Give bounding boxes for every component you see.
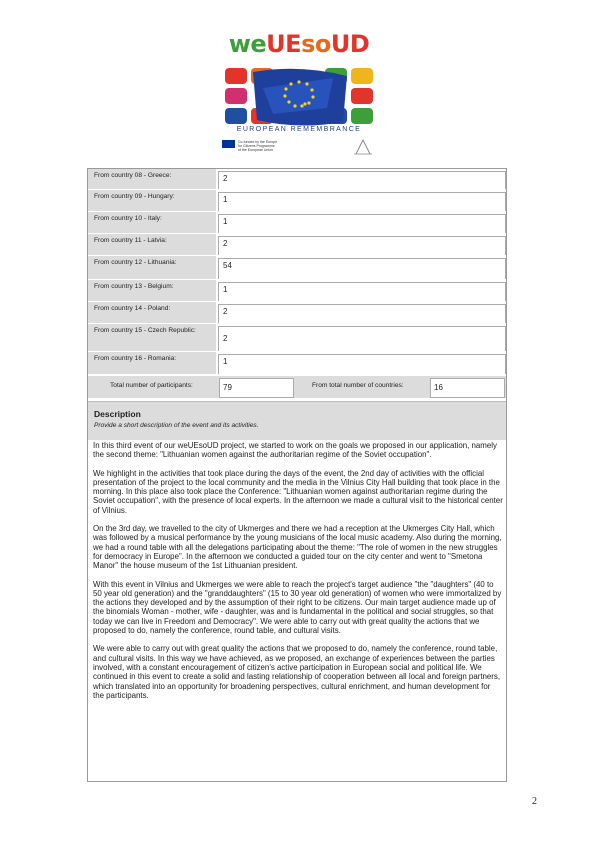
logo-wordmark <box>219 30 379 58</box>
country-label: From country 10 - Italy: <box>88 212 216 233</box>
country-value: 2 <box>218 171 506 189</box>
logo-part-so: so <box>301 30 331 58</box>
country-value: 1 <box>218 192 506 211</box>
country-label: From country 15 - Czech Republic: <box>88 324 216 351</box>
description-paragraph: We were able to carry out with great quality the actions that we proposed to do, namely the conference, round table, and cultural visits. In this way we have achieved, as we proposed, an exchange of experiences between the parties involved, with a constant encouragement of citizen's active participation in European social and political life. We continued in this event to create a solid and lasting relationship of cooperation between all local and foreign partners, which translated into an opportunity for broadening perspectives, cultural enrichment, and human development for the participants. <box>93 644 501 700</box>
total-countries-value: 16 <box>430 378 505 398</box>
country-label: From country 09 - Hungary: <box>88 190 216 211</box>
country-row <box>88 324 506 351</box>
country-row <box>88 280 506 301</box>
country-value: 2 <box>218 236 506 255</box>
description-title: Description <box>94 409 141 419</box>
country-row <box>88 352 506 374</box>
weuesoud-logo <box>219 30 379 133</box>
description-paragraph: In this third event of our weUEsoUD project, we started to work on the goals we proposed in our application, namely the second theme: "Lithuanian women against the authoritarian regime of the Soviet occupation". <box>93 441 497 460</box>
country-row <box>88 212 506 233</box>
report-form <box>87 168 507 782</box>
country-row <box>88 169 506 189</box>
description-paragraph: With this event in Vilnius and Ukmerges we were able to reach the project's target audience "the "daughters" (40 to 50 year old generation) and the "granddaughters" (15 to 30 year old generation) of women who were immortalized by the actions they developed and by the assumption of their right to be citizens. Our main target audience made up of the binomials Woman - mother, wife - daughter, was and is fundamental in the political and social struggles, so that today we can live in Freedom and Democracy". We were able to carry out with great quality the actions that we proposed to do, namely the conference, round table, and cultural visits. <box>93 579 502 636</box>
country-label: From country 14 - Poland: <box>88 302 216 323</box>
country-label: From country 12 - Lithuania: <box>88 256 216 279</box>
country-value: 1 <box>218 214 506 233</box>
description-paragraph: On the 3rd day, we travelled to the city of Ukmerges and there we had a reception at the Ukmerges City Hall, which was followed by a musical performance by the young musicians of the local music academy. Also during the morning, we had a round table with all the delegations participating about the theme: "The role of women in the new struggles for democracy in Europe". In the afternoon we conducted a guided tour on the city center and went to "Smetona Manor" the house museum of the 1st Lithuanian president. <box>93 524 502 571</box>
country-value: 54 <box>218 258 506 279</box>
country-label: From country 08 - Greece: <box>88 169 216 189</box>
logo-part-we: we <box>228 30 267 58</box>
country-label: From country 13 - Belgium: <box>88 280 216 301</box>
description-header <box>88 401 506 440</box>
logo-squares-graphic <box>223 58 375 148</box>
country-row <box>88 190 506 211</box>
country-value: 1 <box>218 282 506 301</box>
country-row <box>88 256 506 279</box>
page-number: 2 <box>532 796 537 807</box>
country-label: From country 16 - Romania: <box>88 352 216 374</box>
totals-row <box>88 376 506 398</box>
total-participants-label: Total number of participants: <box>110 382 193 389</box>
country-value: 1 <box>218 354 506 374</box>
logo-tagline: EUROPEAN REMEMBRANCE <box>236 126 362 133</box>
total-participants-value: 79 <box>219 378 294 398</box>
country-row <box>88 302 506 323</box>
total-countries-label: From total number of countries: <box>312 382 404 389</box>
eacea-logo-icon <box>352 138 374 156</box>
country-value: 2 <box>218 304 506 323</box>
eu-flag-icon <box>222 140 235 148</box>
country-value: 2 <box>218 326 506 351</box>
logo-part-ue: UE <box>266 30 302 58</box>
country-row <box>88 234 506 255</box>
country-label: From country 11 - Latvia: <box>88 234 216 255</box>
funding-text: Co-funded by the Europe for Citizens Programme of the European Union <box>238 140 278 152</box>
description-paragraph: We highlight in the activities that took place during the days of the event, the 2nd day of activities with the official presentation of the project to the local community and the media in the Vilnius City Hall building that took place in the morning. In this place also took place the Conference: "Lithuanian women against authoritarian regime during the Soviet occupation", with the presence of local experts. In the afternoon we made a cultural visit to the historical center of Vilnius. <box>93 468 503 515</box>
description-subtitle: Provide a short description of the event and its activities. <box>94 422 259 429</box>
logo-part-ud: UD <box>330 30 370 58</box>
description-body <box>93 441 503 709</box>
